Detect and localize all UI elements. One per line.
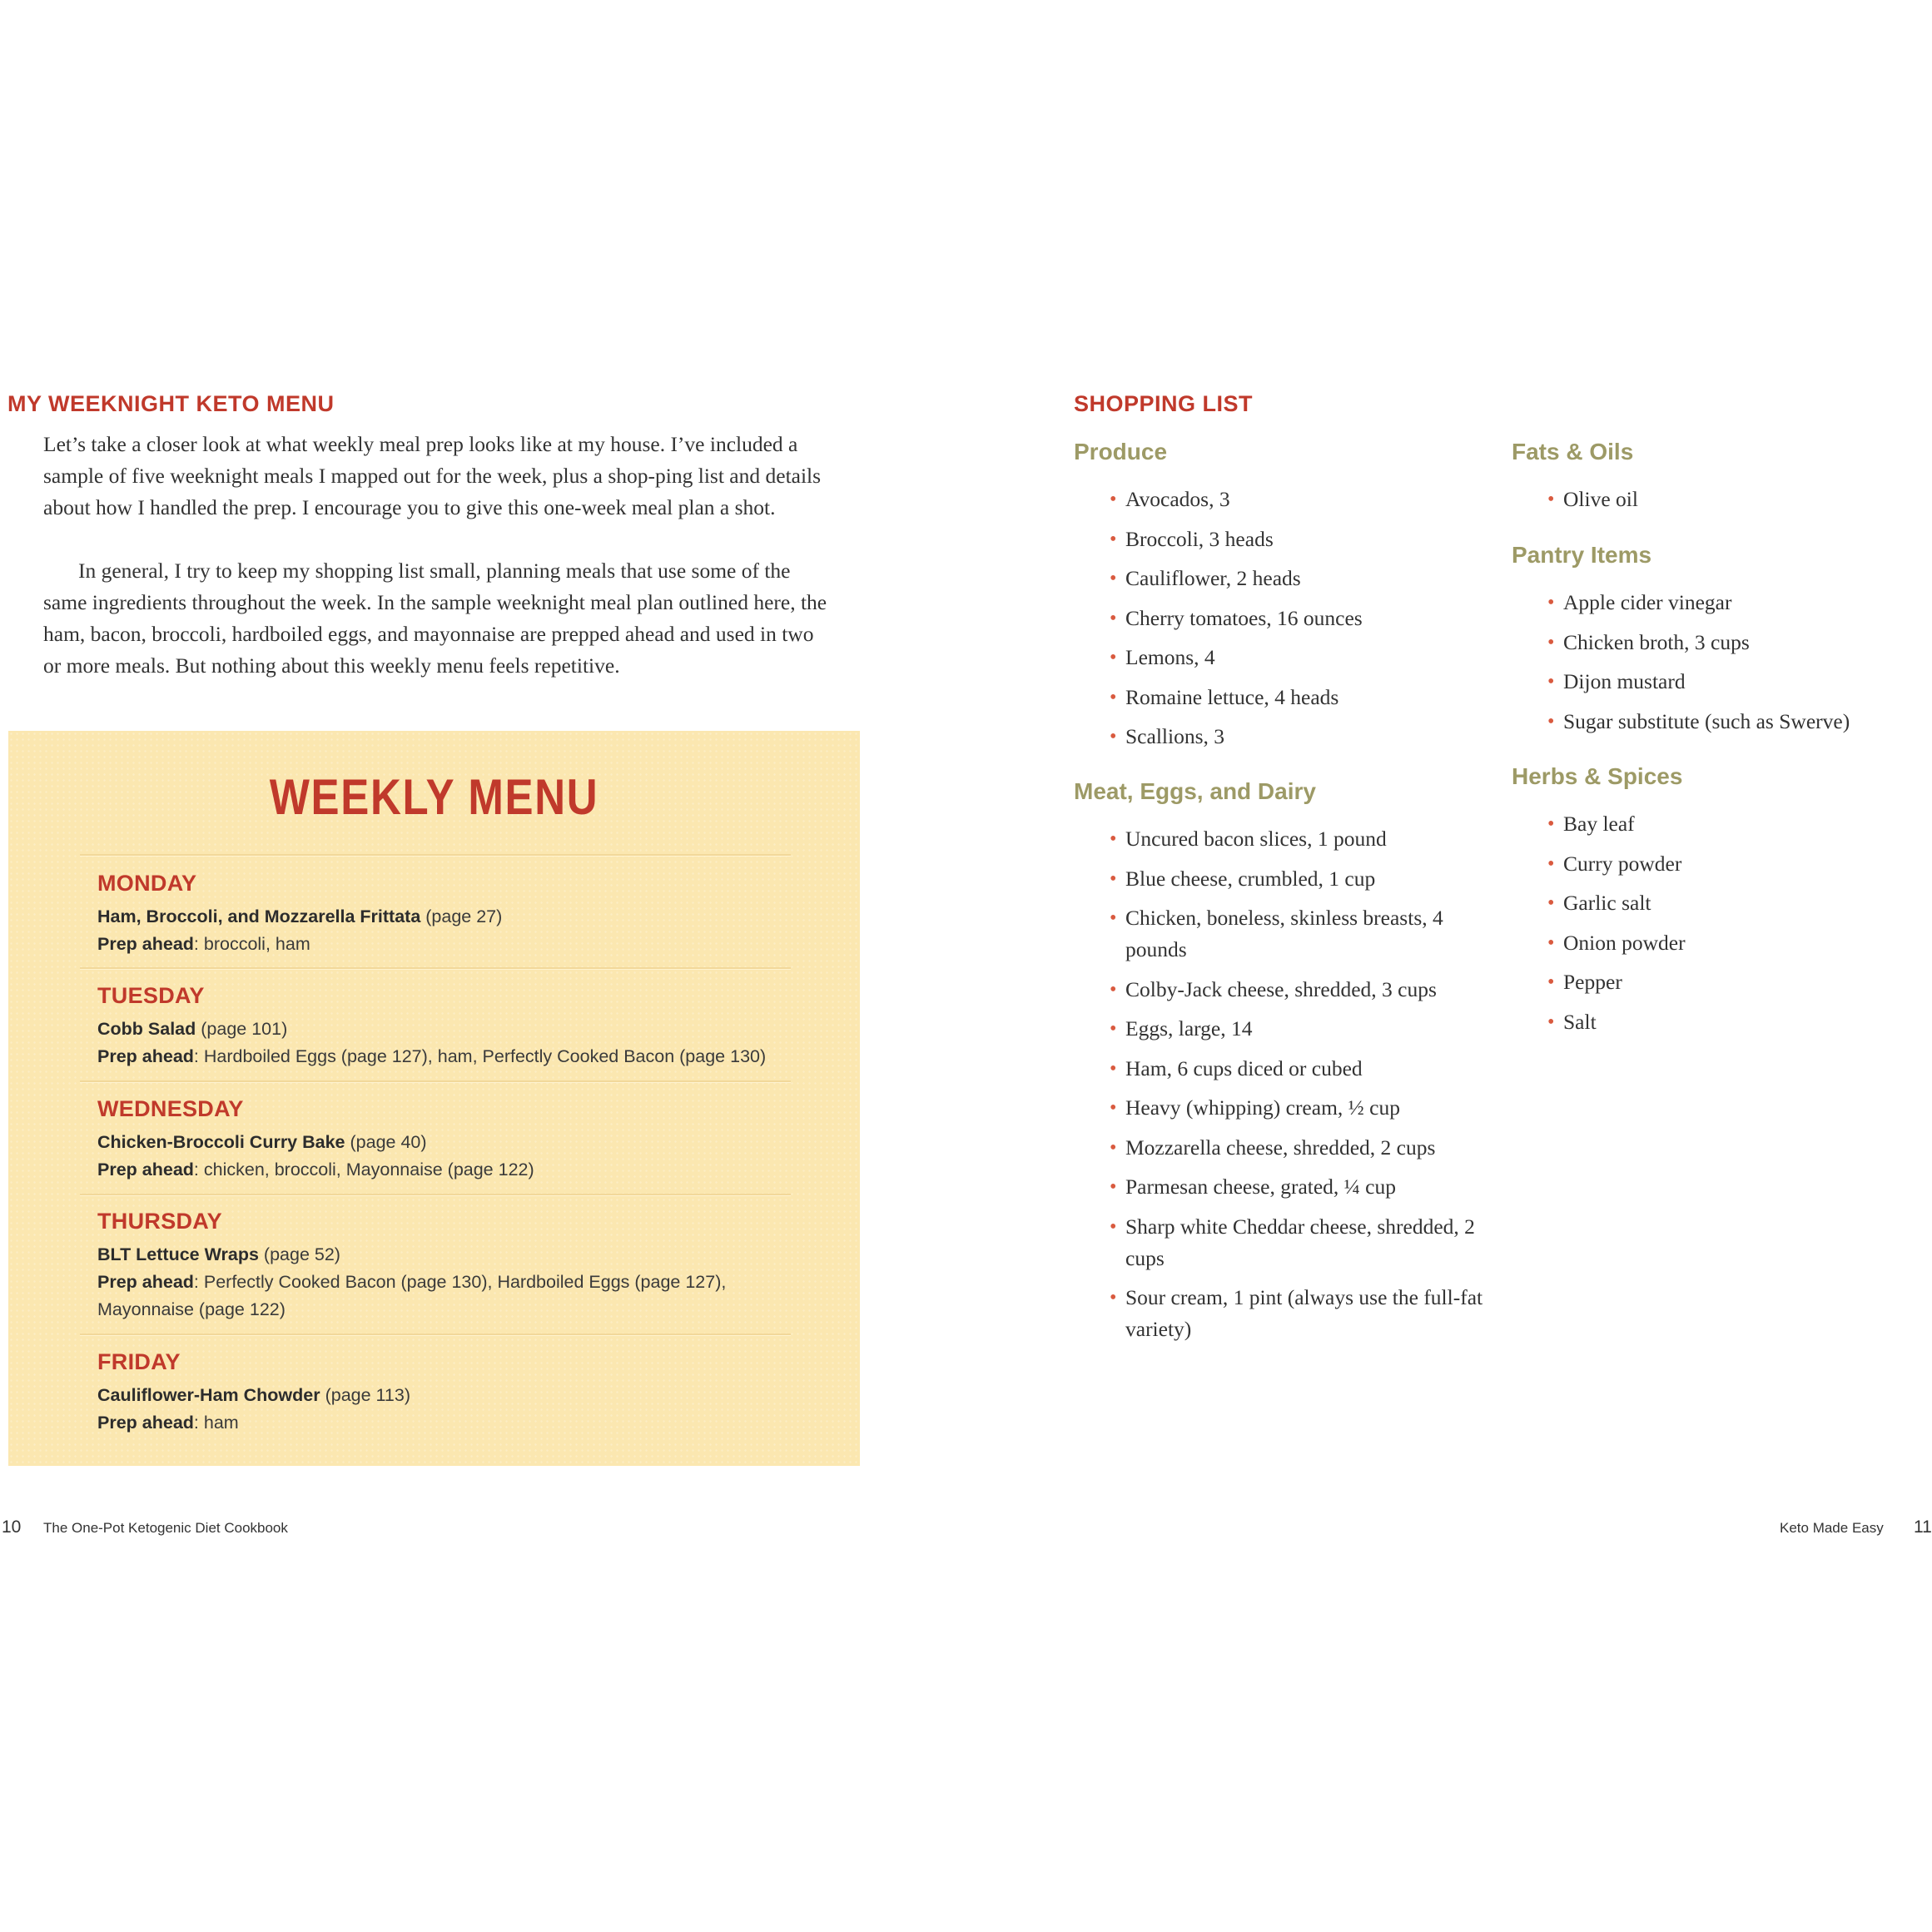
list-item: • Blue cheese, crumbled, 1 cup [1074,863,1498,895]
dish-page: (page 113) [325,1385,410,1405]
list-item: • Parmesan cheese, grated, ¼ cup [1074,1171,1498,1203]
dish-name: BLT Lettuce Wraps [97,1244,259,1264]
list-item: • Ham, 6 cups diced or cubed [1074,1053,1498,1085]
day-name: FRIDAY [97,1349,181,1374]
bullet-icon: • [1547,971,1555,993]
category-title-pantry-items: Pantry Items [1512,542,1652,568]
menu-day-thursday [97,1209,813,1324]
page-number-left: 10 [2,1517,22,1537]
prep-items: broccoli, ham [203,934,310,954]
list-fats-oils [1512,484,1911,524]
bullet-icon: • [1110,686,1117,708]
weekly-menu-box [8,731,860,1466]
menu-divider [80,1194,791,1196]
bullet-icon: • [1110,647,1117,668]
bullet-icon: • [1110,1287,1117,1309]
category-title-meat-eggs-dairy: Meat, Eggs, and Dairy [1074,778,1316,804]
category-title-produce: Produce [1074,439,1168,464]
bullet-icon: • [1547,671,1555,693]
category-title-fats-oils: Fats & Oils [1512,439,1634,464]
list-item: • Eggs, large, 14 [1074,1013,1498,1045]
prep-line: Prep ahead: Hardboiled Eggs (page 127), ham, Perfectly Cooked Bacon (page 130) [97,1046,767,1066]
bullet-icon: • [1110,1176,1117,1198]
list-item: • Dijon mustard [1512,666,1920,698]
bullet-icon: • [1110,489,1117,510]
prep-items: ham [203,1413,239,1433]
bullet-icon: • [1110,828,1117,850]
dish-name: Chicken-Broccoli Curry Bake [97,1132,345,1152]
dish-line [97,1382,813,1409]
list-item: • Avocados, 3 [1074,484,1507,515]
bullet-icon: • [1110,978,1117,1001]
list-item: • Bay leaf [1512,808,1911,840]
list-herbs-spices [1512,808,1911,1045]
bullet-icon: • [1547,710,1555,733]
bullet-icon: • [1547,892,1555,914]
list-item: • Cauliflower, 2 heads [1074,563,1507,594]
list-item: • Chicken broth, 3 cups [1512,627,1920,658]
prep-line: Prep ahead: ham [97,1413,239,1433]
list-item: • Onion powder [1512,927,1911,959]
dish-line [97,1241,813,1269]
list-item: • Garlic salt [1512,887,1911,919]
prep-line: Prep ahead: broccoli, ham [97,934,310,954]
list-item: • Uncured bacon slices, 1 pound [1074,823,1498,855]
category-title-herbs-spices: Herbs & Spices [1512,763,1683,789]
prep-line: Prep ahead: chicken, broccoli, Mayonnaise (page 122) [97,1160,534,1180]
dish-name: Ham, Broccoli, and Mozzarella Frittata [97,906,421,926]
list-item: • Sharp white Cheddar cheese, shredded, 2 cups [1074,1211,1498,1274]
list-item: • Lemons, 4 [1074,642,1507,673]
prep-label: Prep ahead [97,1272,194,1292]
dish-page: (page 27) [425,906,503,926]
list-produce [1074,484,1507,761]
prep-items: chicken, broccoli, Mayonnaise (page 122) [203,1160,534,1180]
prep-items: Perfectly Cooked Bacon (page 130), Hardboiled Eggs (page 127), Mayonnaise (page 122) [97,1272,727,1319]
menu-divider [80,854,791,857]
list-item: • Cherry tomatoes, 16 ounces [1074,603,1507,634]
day-name: TUESDAY [97,983,205,1008]
menu-day-monday [97,871,813,958]
footer-book-title: The One-Pot Ketogenic Diet Cookbook [43,1520,288,1536]
prep-items: Hardboiled Eggs (page 127), ham, Perfectly Cooked Bacon (page 130) [203,1046,767,1066]
dish-name: Cobb Salad [97,1019,196,1039]
prep-label: Prep ahead [97,1160,194,1180]
bullet-icon: • [1547,931,1555,954]
list-item: • Sour cream, 1 pint (always use the full-fat variety) [1074,1282,1498,1345]
menu-divider [80,1334,791,1336]
list-meat-eggs-dairy [1074,823,1498,1353]
prep-label: Prep ahead [97,1046,194,1066]
bullet-icon: • [1547,1011,1555,1033]
prep-label: Prep ahead [97,1413,194,1433]
bullet-icon: • [1110,568,1117,589]
menu-divider [80,967,791,970]
bullet-icon: • [1110,1057,1117,1080]
bullet-icon: • [1110,726,1117,747]
list-item: • Chicken, boneless, skinless breasts, 4 pounds [1074,902,1498,966]
day-name: THURSDAY [97,1209,222,1234]
list-item: • Scallions, 3 [1074,721,1507,752]
day-name: WEDNESDAY [97,1096,244,1121]
dish-page: (page 52) [263,1244,340,1264]
bullet-icon: • [1110,907,1117,929]
dish-line [97,1129,813,1156]
list-item: • Pepper [1512,966,1911,998]
bullet-icon: • [1547,489,1555,510]
bullet-icon: • [1110,867,1117,890]
weekly-menu-title: WEEKLY MENU [269,769,599,825]
list-item: • Olive oil [1512,484,1911,515]
bullet-icon: • [1110,607,1117,629]
footer-section-title: Keto Made Easy [1780,1520,1884,1536]
dish-line [97,903,813,931]
bullet-icon: • [1110,528,1117,550]
prep-line: Prep ahead: Perfectly Cooked Bacon (page 130), Hardboiled Eggs (page 127), Mayonnaise (page 122) [97,1272,727,1319]
list-item: • Colby-Jack cheese, shredded, 3 cups [1074,974,1498,1006]
list-item: • Apple cider vinegar [1512,587,1920,618]
bullet-icon: • [1110,1018,1117,1040]
list-item: • Mozzarella cheese, shredded, 2 cups [1074,1132,1498,1164]
dish-page: (page 40) [350,1132,427,1152]
page-number-right: 11 [1914,1517,1932,1537]
bullet-icon: • [1547,813,1555,835]
day-name: MONDAY [97,871,197,896]
bullet-icon: • [1547,631,1555,653]
bullet-icon: • [1110,1136,1117,1159]
bullet-icon: • [1110,1097,1117,1119]
list-item: • Salt [1512,1006,1911,1038]
section-heading-shopping-list: SHOPPING LIST [1074,391,1254,416]
list-item: • Curry powder [1512,848,1911,880]
dish-line [97,1016,813,1043]
list-item: • Heavy (whipping) cream, ½ cup [1074,1092,1498,1124]
list-item: • Sugar substitute (such as Swerve) [1512,706,1920,738]
dish-page: (page 101) [201,1019,288,1039]
intro-paragraph-2: In general, I try to keep my shopping list small, planning meals that use some of the same ingredients throughout the week. In the sample weeknight meal plan outlined here, the ham, bacon, broccoli, hardboiled eggs, and mayonnaise are prepped ahead and used in two or more meals. But nothing about this weekly menu feels repetitive. [43,559,827,678]
section-heading-weeknight-menu: MY WEEKNIGHT KETO MENU [7,391,335,416]
list-pantry-items [1512,587,1920,745]
menu-divider [80,1080,791,1083]
dish-name: Cauliflower-Ham Chowder [97,1385,320,1405]
list-item: • Broccoli, 3 heads [1074,524,1507,555]
menu-day-wednesday [97,1096,813,1184]
menu-day-tuesday [97,983,813,1070]
bullet-icon: • [1547,592,1555,613]
menu-day-friday [97,1349,813,1437]
list-item: • Romaine lettuce, 4 heads [1074,682,1507,713]
prep-label: Prep ahead [97,934,194,954]
intro-paragraph-1: Let’s take a closer look at what weekly meal prep looks like at my house. I’ve included a sample of five weeknight meals I mapped out for the week, plus a shop-ping list and details about how I handled the prep. I encourage you to give this one-week meal plan a shot. [43,432,822,519]
bullet-icon: • [1110,1215,1117,1238]
bullet-icon: • [1547,852,1555,875]
